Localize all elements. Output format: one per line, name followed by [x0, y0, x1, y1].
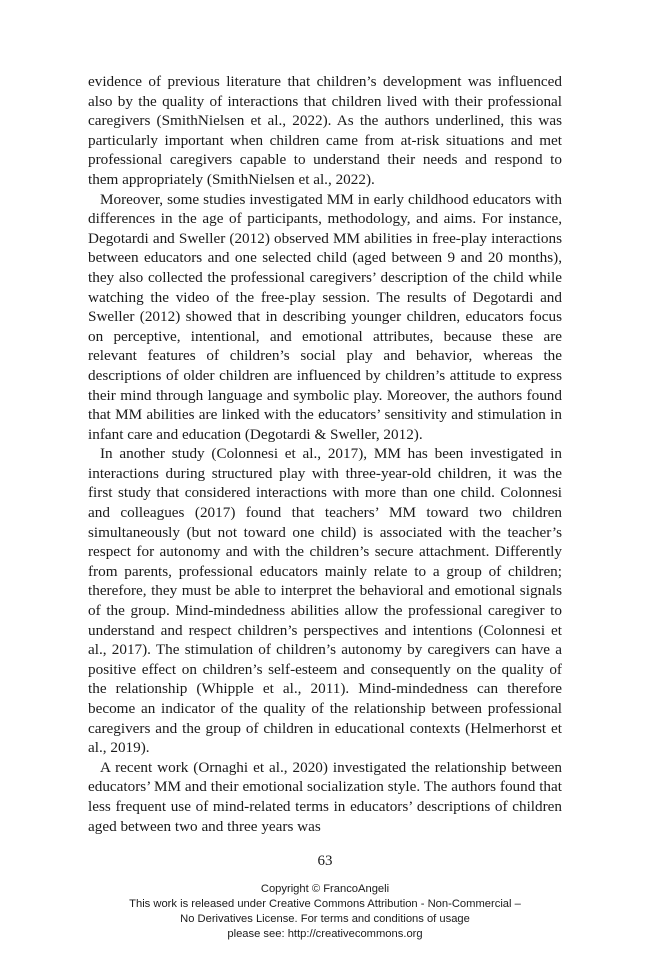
- paragraph-continuation: evidence of previous literature that children’s development was influenced also by the quality of interactions that children lived with their professional caregivers (SmithNielsen et al., 2022). As the authors underlined, this was particularly important when children came from at-risk situations and met professional caregivers capable to understand their needs and respond to them appropriately (SmithNielsen et al., 2022).: [88, 73, 562, 188]
- license-line: No Derivatives License. For terms and conditions of usage: [180, 913, 470, 925]
- paragraph-colonnesi: In another study (Colonnesi et al., 2017), MM has been investigated in interactions during structured play with three-year-old children, it was the first study that considered interactions with more than one child. Colonnesi and colleagues (2017) found that teachers’ MM toward two children simultaneously (but not toward one child) is associated with the teacher’s respect for autonomy and with the children’s secure attachment. Differently from parents, professional educators mainly relate to a group of children; therefore, they must be able to interpret the behavioral and emotional signals of the group. Mind-mindedness abilities allow the professional caregiver to understand and respect children’s perspectives and intentions (Colonnesi et al., 2017). The stimulation of children’s autonomy by caregivers can have a positive effect on children’s self-esteem and consequently on the quality of the relationship (Whipple et al., 2011). Mind-mindedness can therefore become an indicator of the quality of the relationship between professional caregivers and the group of children in educational contexts (Helmerhorst et al., 2019).: [88, 445, 562, 757]
- paragraph-degotardi-sweller: Moreover, some studies investigated MM in early childhood educators with differences in the age of participants, methodology, and aims. For instance, Degotardi and Sweller (2012) observed MM abilities in free-play interactions between educators and one selected child (aged between 9 and 20 months), they also collected the professional caregivers’ description of the child while watching the video of the free-play session. The results of Degotardi and Sweller (2012) showed that in describing younger children, educators focus on perceptive, intentional, and emotional attributes, because these are relevant features of children’s social play and behavior, whereas the descriptions of older children are influenced by children’s attitude to express their mind through language and symbolic play. Moreover, the authors found that MM abilities are linked with the educators’ sensitivity and stimulation in infant care and education (Degotardi & Sweller, 2012).: [88, 190, 562, 443]
- body-text: [88, 72, 562, 836]
- copyright-line: Copyright © FrancoAngeli: [260, 883, 390, 895]
- copyright-footer: [0, 882, 650, 942]
- license-url-line: please see: http://creativecommons.org: [227, 928, 423, 940]
- license-line: This work is released under Creative Commons Attribution - Non-Commercial –: [129, 898, 521, 910]
- page-number: 63: [317, 853, 333, 869]
- paragraph-ornaghi: A recent work (Ornaghi et al., 2020) investigated the relationship between educators’ MM and their emotional socialization style. The authors found that less frequent use of mind-related terms in educators’ descriptions of children aged between two and three years was: [88, 758, 562, 835]
